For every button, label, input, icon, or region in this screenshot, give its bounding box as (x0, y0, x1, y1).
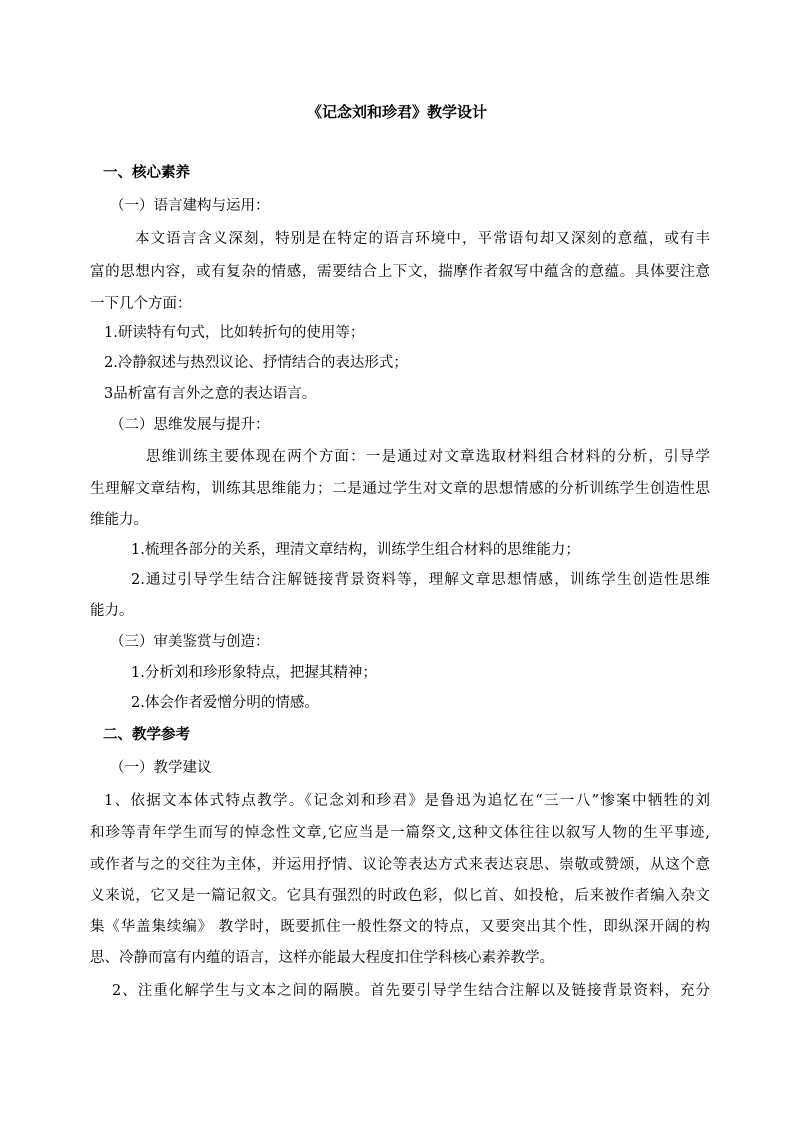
list-item: 3品析富有言外之意的表达语言。 (104, 386, 317, 402)
paragraph-line: 1、依据文本体式特点教学。《记念刘和珍君》是鲁迅为追忆在“三一八”惨案中牺牲的刘 (104, 793, 710, 809)
paragraph-line: 富的思想内容，或有复杂的情感，需要结合上下文，揣摩作者叙写中蕴含的意蕴。具体要注意 (90, 264, 710, 280)
list-item-continuation: 能力。 (90, 603, 134, 619)
subsection-heading-language: （一）语言建构与运用： (110, 198, 270, 214)
paragraph-line: 集《华盖集续编》 教学时，既要抓住一般性祭文的特点，又要突出其个性，即纵深开阔的构 (90, 919, 710, 935)
paragraph-line: 思、冷静而富有内蕴的语言，这样亦能最大程度扣住学科核心素养教学。 (90, 950, 554, 966)
paragraph-line: 一下几个方面： (90, 296, 192, 312)
paragraph-line: 思维训练主要体现在两个方面：一是通过对文章选取材料组合材料的分析，引导学 (146, 449, 710, 465)
section-heading-teaching-reference: 二、教学参考 (103, 726, 190, 743)
paragraph-line: 本文语言含义深刻，特别是在特定的语言环境中，平常语句却又深刻的意蕴，或有丰 (135, 231, 710, 247)
paragraph-line: 义来说，它又是一篇记叙文。它具有强烈的时政色彩，似匕首、如投枪，后来被作者编入杂文 (90, 888, 710, 904)
paragraph-line: 维能力。 (90, 512, 148, 528)
list-item: 1.梳理各部分的关系，理清文章结构，训练学生组合材料的思维能力； (131, 542, 580, 558)
list-item: 1.分析刘和珍形象特点，把握其精神； (131, 665, 377, 681)
subsection-heading-thinking: （二）思维发展与提升： (110, 417, 270, 433)
paragraph-line: 生理解文章结构，训练其思维能力；二是通过学生对文章的思想情感的分析训练学生创造性思 (90, 481, 710, 497)
paragraph-line: 或作者与之的交往为主体，并运用抒情、议论等表达方式来表达哀思、崇敬或赞颂，从这个意 (90, 857, 710, 873)
subsection-heading-teaching-suggestions: （一）教学建议 (110, 760, 212, 776)
list-item: 1.研读特有句式，比如转折句的使用等； (104, 325, 365, 341)
list-item: 2.体会作者爱憎分明的情感。 (131, 695, 319, 711)
subsection-heading-aesthetics: （三）审美鉴赏与创造： (110, 634, 270, 650)
section-heading-core-literacy: 一、核心素养 (103, 164, 190, 181)
list-item: 2.通过引导学生结合注解链接背景资料等，理解文章思想情感，训练学生创造性思维 (131, 572, 710, 588)
paragraph-line: 和珍等青年学生而写的悼念性文章,它应当是一篇祭文,这种文体往往以叙写人物的生平事迹, (90, 825, 710, 841)
list-item: 2.冷静叙述与热烈议论、抒情结合的表达形式； (104, 355, 408, 371)
document-title: 《记念刘和珍君》教学设计 (306, 103, 487, 121)
paragraph-line: 2、注重化解学生与文本之间的隔膜。首先要引导学生结合注解以及链接背景资料，充分 (112, 983, 710, 999)
